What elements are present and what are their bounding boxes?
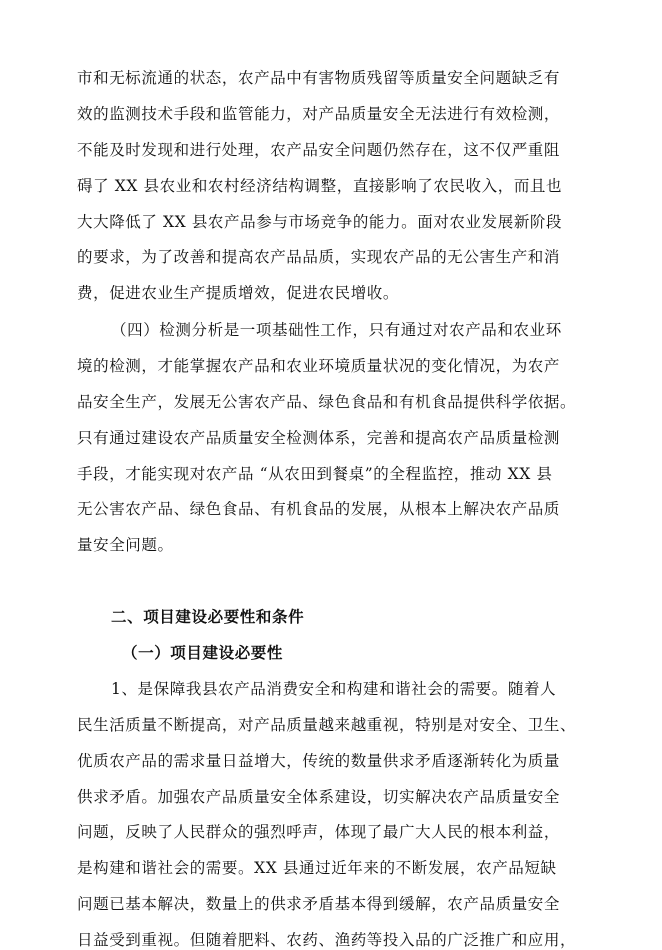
paragraph-2-line-5: 手段，才能实现对农产品 “从农田到餐桌”的全程监控，推动 XX 县 — [77, 465, 553, 483]
paragraph-2-line-4: 只有通过建设农产品质量安全检测体系，完善和提高农产品质量检测 — [77, 429, 561, 447]
paragraph-3-line-1: 1、是保障我县农产品消费安全和构建和谐社会的需要。随着人 — [111, 680, 557, 698]
paragraph-2-line-7: 量安全问题。 — [77, 536, 174, 554]
paragraph-2-line-1: （四）检测分析是一项基础性工作，只有通过对农产品和农业环 — [111, 321, 562, 339]
paragraph-1-line-5: 大大降低了 XX 县农产品参与市场竞争的能力。面对农业发展新阶段 — [77, 213, 563, 231]
paragraph-2-line-2: 境的检测，才能掌握农产品和农业环境质量状况的变化情况，为农产 — [77, 357, 561, 375]
paragraph-1-line-1: 市和无标流通的状态，农产品中有害物质残留等质量安全问题缺乏有 — [77, 69, 561, 87]
paragraph-1-line-3: 不能及时发现和进行处理，农产品安全问题仍然存在，这不仅严重阻 — [77, 141, 561, 159]
paragraph-3-line-5: 问题，反映了人民群众的强烈呼声，体现了最广大人民的根本利益， — [77, 823, 561, 841]
paragraph-1-line-6: 的要求，为了改善和提高农产品品质，实现农产品的无公害生产和消 — [77, 248, 561, 266]
paragraph-3-line-8: 日益受到重视。但随着肥料、农药、渔药等投入品的广泛推广和应用， — [77, 931, 577, 949]
paragraph-3-line-7: 问题已基本解决，数量上的供求矛盾基本得到缓解，农产品质量安全 — [77, 895, 561, 913]
subsection-heading: （一）项目建设必要性 — [122, 644, 284, 662]
paragraph-3-line-6: 是构建和谐社会的需要。XX 县通过近年来的不断发展，农产品短缺 — [77, 859, 557, 877]
paragraph-1-line-2: 效的监测技术手段和监管能力，对产品质量安全无法进行有效检测， — [77, 105, 561, 123]
paragraph-1-line-7: 费，促进农业生产提质增效，促进农民增收。 — [77, 284, 400, 302]
paragraph-1-line-4: 碍了 XX 县农业和农村经济结构调整，直接影响了农民收入，而且也 — [77, 177, 563, 195]
paragraph-3-line-3: 优质农产品的需求量日益增大，传统的数量供求矛盾逐渐转化为质量 — [77, 752, 561, 770]
paragraph-2-line-6: 无公害农产品、绿色食品、有机食品的发展，从根本上解决农产品质 — [77, 500, 561, 518]
paragraph-3-line-2: 民生活质量不断提高，对产品质量越来越重视，特别是对安全、卫生、 — [77, 716, 577, 734]
paragraph-2-line-3: 品安全生产，发展无公害农产品、绿色食品和有机食品提供科学依据。 — [77, 393, 577, 411]
paragraph-3-line-4: 供求矛盾。加强农产品质量安全体系建设，切实解决农产品质量安全 — [77, 788, 561, 806]
section-heading: 二、项目建设必要性和条件 — [111, 608, 305, 626]
